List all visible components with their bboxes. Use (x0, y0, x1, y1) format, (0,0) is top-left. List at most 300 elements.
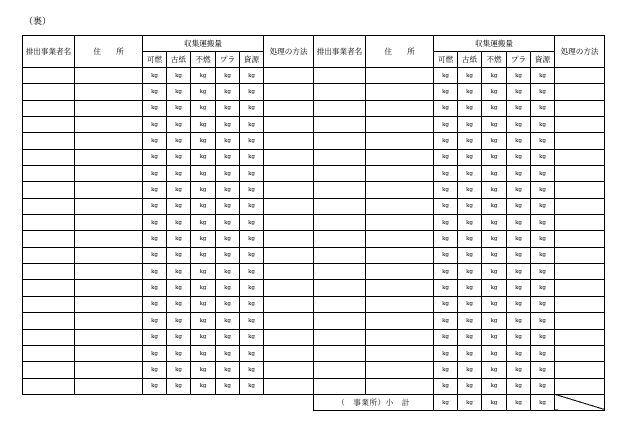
amount-cell-wastepaper[interactable]: kg (458, 378, 482, 394)
address-cell-left[interactable] (75, 182, 143, 198)
address-cell-right[interactable] (366, 149, 434, 165)
amount-cell-plastic[interactable]: kg (507, 329, 531, 345)
amount-cell-combustible[interactable]: kg (434, 264, 458, 280)
method-cell-left[interactable] (264, 247, 314, 263)
address-cell-right[interactable] (366, 117, 434, 133)
amount-cell-plastic[interactable]: kg (216, 345, 240, 361)
amount-cell-resource[interactable]: kg (531, 345, 555, 361)
amount-cell-combustible[interactable]: kg (434, 182, 458, 198)
amount-cell-noncombustible[interactable]: kg (191, 231, 216, 247)
amount-cell-noncombustible[interactable]: kg (191, 117, 216, 133)
method-cell-left[interactable] (264, 149, 314, 165)
company-cell-left[interactable] (23, 149, 75, 165)
method-cell-left[interactable] (264, 231, 314, 247)
address-cell-left[interactable] (75, 100, 143, 116)
amount-cell-combustible[interactable]: kg (143, 100, 167, 116)
amount-cell-plastic[interactable]: kg (507, 149, 531, 165)
address-cell-right[interactable] (366, 264, 434, 280)
company-cell-left[interactable] (23, 378, 75, 394)
address-cell-left[interactable] (75, 166, 143, 182)
method-cell-left[interactable] (264, 117, 314, 133)
amount-cell-wastepaper[interactable]: kg (167, 296, 191, 312)
company-cell-left[interactable] (23, 231, 75, 247)
amount-cell-noncombustible[interactable]: kg (482, 68, 507, 84)
address-cell-right[interactable] (366, 362, 434, 378)
amount-cell-combustible[interactable]: kg (143, 378, 167, 394)
amount-cell-noncombustible[interactable]: kg (482, 133, 507, 149)
method-cell-left[interactable] (264, 280, 314, 296)
amount-cell-noncombustible[interactable]: kg (191, 100, 216, 116)
amount-cell-noncombustible[interactable]: kg (191, 247, 216, 263)
company-cell-right[interactable] (314, 247, 366, 263)
amount-cell-combustible[interactable]: kg (434, 378, 458, 394)
address-cell-left[interactable] (75, 280, 143, 296)
amount-cell-resource[interactable]: kg (531, 378, 555, 394)
address-cell-left[interactable] (75, 84, 143, 100)
amount-cell-combustible[interactable]: kg (143, 329, 167, 345)
amount-cell-noncombustible[interactable]: kg (191, 133, 216, 149)
amount-cell-wastepaper[interactable]: kg (167, 149, 191, 165)
method-cell-right[interactable] (555, 329, 605, 345)
method-cell-right[interactable] (555, 117, 605, 133)
amount-cell-combustible[interactable]: kg (143, 166, 167, 182)
amount-cell-resource[interactable]: kg (531, 100, 555, 116)
amount-cell-combustible[interactable]: kg (434, 133, 458, 149)
amount-cell-combustible[interactable]: kg (143, 84, 167, 100)
amount-cell-wastepaper[interactable]: kg (458, 84, 482, 100)
company-cell-left[interactable] (23, 264, 75, 280)
address-cell-left[interactable] (75, 296, 143, 312)
method-cell-left[interactable] (264, 133, 314, 149)
amount-cell-resource[interactable]: kg (240, 133, 264, 149)
amount-cell-resource[interactable]: kg (531, 68, 555, 84)
amount-cell-combustible[interactable]: kg (143, 149, 167, 165)
subtotal-unit-noncombustible[interactable]: kg (482, 394, 507, 410)
amount-cell-noncombustible[interactable]: kg (482, 215, 507, 231)
address-cell-right[interactable] (366, 215, 434, 231)
amount-cell-noncombustible[interactable]: kg (482, 166, 507, 182)
address-cell-right[interactable] (366, 100, 434, 116)
amount-cell-plastic[interactable]: kg (216, 362, 240, 378)
amount-cell-combustible[interactable]: kg (434, 362, 458, 378)
amount-cell-resource[interactable]: kg (531, 149, 555, 165)
amount-cell-plastic[interactable]: kg (507, 84, 531, 100)
amount-cell-noncombustible[interactable]: kg (482, 100, 507, 116)
method-cell-right[interactable] (555, 215, 605, 231)
amount-cell-wastepaper[interactable]: kg (458, 247, 482, 263)
amount-cell-plastic[interactable]: kg (507, 182, 531, 198)
amount-cell-noncombustible[interactable]: kg (191, 378, 216, 394)
amount-cell-plastic[interactable]: kg (507, 215, 531, 231)
amount-cell-combustible[interactable]: kg (143, 345, 167, 361)
amount-cell-noncombustible[interactable]: kg (482, 296, 507, 312)
amount-cell-resource[interactable]: kg (240, 313, 264, 329)
method-cell-left[interactable] (264, 296, 314, 312)
company-cell-right[interactable] (314, 231, 366, 247)
amount-cell-combustible[interactable]: kg (434, 313, 458, 329)
amount-cell-resource[interactable]: kg (531, 117, 555, 133)
company-cell-left[interactable] (23, 100, 75, 116)
address-cell-right[interactable] (366, 198, 434, 214)
address-cell-left[interactable] (75, 68, 143, 84)
company-cell-left[interactable] (23, 345, 75, 361)
amount-cell-wastepaper[interactable]: kg (167, 378, 191, 394)
company-cell-left[interactable] (23, 313, 75, 329)
address-cell-left[interactable] (75, 247, 143, 263)
amount-cell-wastepaper[interactable]: kg (458, 215, 482, 231)
amount-cell-resource[interactable]: kg (531, 280, 555, 296)
amount-cell-plastic[interactable]: kg (507, 133, 531, 149)
amount-cell-plastic[interactable]: kg (216, 68, 240, 84)
amount-cell-resource[interactable]: kg (531, 215, 555, 231)
method-cell-left[interactable] (264, 198, 314, 214)
address-cell-right[interactable] (366, 378, 434, 394)
company-cell-left[interactable] (23, 362, 75, 378)
method-cell-left[interactable] (264, 345, 314, 361)
amount-cell-plastic[interactable]: kg (216, 264, 240, 280)
amount-cell-resource[interactable]: kg (531, 329, 555, 345)
company-cell-left[interactable] (23, 182, 75, 198)
amount-cell-wastepaper[interactable]: kg (167, 280, 191, 296)
company-cell-left[interactable] (23, 68, 75, 84)
amount-cell-combustible[interactable]: kg (434, 149, 458, 165)
amount-cell-combustible[interactable]: kg (143, 198, 167, 214)
company-cell-right[interactable] (314, 100, 366, 116)
address-cell-left[interactable] (75, 149, 143, 165)
amount-cell-noncombustible[interactable]: kg (482, 362, 507, 378)
amount-cell-plastic[interactable]: kg (507, 166, 531, 182)
method-cell-right[interactable] (555, 247, 605, 263)
amount-cell-plastic[interactable]: kg (507, 68, 531, 84)
method-cell-right[interactable] (555, 133, 605, 149)
subtotal-unit-resource[interactable]: kg (531, 394, 555, 410)
amount-cell-combustible[interactable]: kg (143, 182, 167, 198)
amount-cell-wastepaper[interactable]: kg (167, 133, 191, 149)
amount-cell-noncombustible[interactable]: kg (191, 264, 216, 280)
method-cell-left[interactable] (264, 100, 314, 116)
company-cell-right[interactable] (314, 264, 366, 280)
amount-cell-plastic[interactable]: kg (507, 198, 531, 214)
amount-cell-combustible[interactable]: kg (143, 296, 167, 312)
amount-cell-noncombustible[interactable]: kg (191, 84, 216, 100)
company-cell-right[interactable] (314, 84, 366, 100)
amount-cell-noncombustible[interactable]: kg (482, 329, 507, 345)
address-cell-right[interactable] (366, 296, 434, 312)
amount-cell-combustible[interactable]: kg (143, 247, 167, 263)
method-cell-right[interactable] (555, 149, 605, 165)
amount-cell-combustible[interactable]: kg (143, 231, 167, 247)
amount-cell-combustible[interactable]: kg (434, 280, 458, 296)
method-cell-left[interactable] (264, 84, 314, 100)
address-cell-right[interactable] (366, 329, 434, 345)
method-cell-right[interactable] (555, 68, 605, 84)
amount-cell-plastic[interactable]: kg (216, 149, 240, 165)
amount-cell-wastepaper[interactable]: kg (167, 198, 191, 214)
amount-cell-plastic[interactable]: kg (507, 296, 531, 312)
method-cell-right[interactable] (555, 296, 605, 312)
method-cell-right[interactable] (555, 264, 605, 280)
amount-cell-resource[interactable]: kg (240, 231, 264, 247)
address-cell-right[interactable] (366, 313, 434, 329)
amount-cell-plastic[interactable]: kg (507, 231, 531, 247)
company-cell-left[interactable] (23, 296, 75, 312)
amount-cell-noncombustible[interactable]: kg (191, 68, 216, 84)
company-cell-left[interactable] (23, 84, 75, 100)
company-cell-left[interactable] (23, 117, 75, 133)
method-cell-right[interactable] (555, 313, 605, 329)
amount-cell-plastic[interactable]: kg (216, 247, 240, 263)
amount-cell-wastepaper[interactable]: kg (167, 166, 191, 182)
address-cell-right[interactable] (366, 345, 434, 361)
company-cell-right[interactable] (314, 362, 366, 378)
method-cell-right[interactable] (555, 84, 605, 100)
address-cell-right[interactable] (366, 247, 434, 263)
company-cell-left[interactable] (23, 198, 75, 214)
amount-cell-combustible[interactable]: kg (434, 117, 458, 133)
method-cell-right[interactable] (555, 345, 605, 361)
company-cell-right[interactable] (314, 345, 366, 361)
company-cell-left[interactable] (23, 329, 75, 345)
amount-cell-resource[interactable]: kg (531, 296, 555, 312)
amount-cell-plastic[interactable]: kg (216, 329, 240, 345)
amount-cell-combustible[interactable]: kg (434, 100, 458, 116)
amount-cell-wastepaper[interactable]: kg (458, 149, 482, 165)
amount-cell-wastepaper[interactable]: kg (167, 247, 191, 263)
amount-cell-plastic[interactable]: kg (507, 345, 531, 361)
address-cell-left[interactable] (75, 264, 143, 280)
amount-cell-combustible[interactable]: kg (434, 296, 458, 312)
amount-cell-combustible[interactable]: kg (143, 280, 167, 296)
amount-cell-noncombustible[interactable]: kg (191, 313, 216, 329)
amount-cell-resource[interactable]: kg (531, 84, 555, 100)
amount-cell-wastepaper[interactable]: kg (458, 100, 482, 116)
amount-cell-plastic[interactable]: kg (216, 296, 240, 312)
amount-cell-plastic[interactable]: kg (507, 313, 531, 329)
method-cell-right[interactable] (555, 100, 605, 116)
amount-cell-plastic[interactable]: kg (216, 198, 240, 214)
amount-cell-noncombustible[interactable]: kg (191, 182, 216, 198)
company-cell-right[interactable] (314, 378, 366, 394)
amount-cell-noncombustible[interactable]: kg (191, 329, 216, 345)
amount-cell-wastepaper[interactable]: kg (167, 345, 191, 361)
amount-cell-combustible[interactable]: kg (434, 231, 458, 247)
company-cell-left[interactable] (23, 166, 75, 182)
address-cell-right[interactable] (366, 166, 434, 182)
amount-cell-plastic[interactable]: kg (216, 166, 240, 182)
amount-cell-noncombustible[interactable]: kg (191, 198, 216, 214)
amount-cell-plastic[interactable]: kg (216, 280, 240, 296)
amount-cell-resource[interactable]: kg (240, 296, 264, 312)
amount-cell-resource[interactable]: kg (240, 84, 264, 100)
amount-cell-resource[interactable]: kg (531, 166, 555, 182)
amount-cell-plastic[interactable]: kg (507, 264, 531, 280)
amount-cell-wastepaper[interactable]: kg (458, 231, 482, 247)
amount-cell-noncombustible[interactable]: kg (482, 264, 507, 280)
amount-cell-plastic[interactable]: kg (507, 362, 531, 378)
method-cell-left[interactable] (264, 264, 314, 280)
address-cell-left[interactable] (75, 133, 143, 149)
address-cell-left[interactable] (75, 117, 143, 133)
address-cell-left[interactable] (75, 378, 143, 394)
amount-cell-wastepaper[interactable]: kg (167, 84, 191, 100)
amount-cell-resource[interactable]: kg (240, 378, 264, 394)
amount-cell-wastepaper[interactable]: kg (167, 231, 191, 247)
amount-cell-noncombustible[interactable]: kg (482, 231, 507, 247)
amount-cell-noncombustible[interactable]: kg (191, 362, 216, 378)
company-cell-left[interactable] (23, 280, 75, 296)
amount-cell-wastepaper[interactable]: kg (458, 280, 482, 296)
amount-cell-combustible[interactable]: kg (143, 133, 167, 149)
address-cell-right[interactable] (366, 68, 434, 84)
amount-cell-resource[interactable]: kg (240, 182, 264, 198)
company-cell-left[interactable] (23, 133, 75, 149)
address-cell-left[interactable] (75, 231, 143, 247)
amount-cell-noncombustible[interactable]: kg (191, 215, 216, 231)
amount-cell-resource[interactable]: kg (240, 345, 264, 361)
amount-cell-wastepaper[interactable]: kg (167, 117, 191, 133)
method-cell-right[interactable] (555, 182, 605, 198)
amount-cell-wastepaper[interactable]: kg (167, 329, 191, 345)
method-cell-right[interactable] (555, 198, 605, 214)
amount-cell-noncombustible[interactable]: kg (482, 280, 507, 296)
address-cell-right[interactable] (366, 231, 434, 247)
method-cell-right[interactable] (555, 378, 605, 394)
amount-cell-wastepaper[interactable]: kg (458, 329, 482, 345)
amount-cell-combustible[interactable]: kg (434, 345, 458, 361)
amount-cell-combustible[interactable]: kg (434, 247, 458, 263)
amount-cell-wastepaper[interactable]: kg (167, 362, 191, 378)
company-cell-right[interactable] (314, 215, 366, 231)
amount-cell-noncombustible[interactable]: kg (191, 345, 216, 361)
address-cell-left[interactable] (75, 313, 143, 329)
amount-cell-plastic[interactable]: kg (507, 247, 531, 263)
method-cell-right[interactable] (555, 166, 605, 182)
amount-cell-plastic[interactable]: kg (507, 280, 531, 296)
amount-cell-noncombustible[interactable]: kg (482, 182, 507, 198)
amount-cell-combustible[interactable]: kg (434, 215, 458, 231)
amount-cell-wastepaper[interactable]: kg (458, 133, 482, 149)
company-cell-right[interactable] (314, 313, 366, 329)
company-cell-right[interactable] (314, 166, 366, 182)
amount-cell-noncombustible[interactable]: kg (482, 378, 507, 394)
amount-cell-wastepaper[interactable]: kg (167, 264, 191, 280)
amount-cell-plastic[interactable]: kg (216, 313, 240, 329)
amount-cell-wastepaper[interactable]: kg (458, 68, 482, 84)
amount-cell-plastic[interactable]: kg (507, 100, 531, 116)
amount-cell-wastepaper[interactable]: kg (167, 215, 191, 231)
address-cell-right[interactable] (366, 133, 434, 149)
method-cell-left[interactable] (264, 68, 314, 84)
amount-cell-resource[interactable]: kg (240, 362, 264, 378)
amount-cell-plastic[interactable]: kg (216, 133, 240, 149)
method-cell-left[interactable] (264, 378, 314, 394)
amount-cell-wastepaper[interactable]: kg (458, 166, 482, 182)
company-cell-left[interactable] (23, 247, 75, 263)
amount-cell-combustible[interactable]: kg (434, 166, 458, 182)
amount-cell-resource[interactable]: kg (240, 117, 264, 133)
amount-cell-noncombustible[interactable]: kg (191, 149, 216, 165)
company-cell-right[interactable] (314, 198, 366, 214)
amount-cell-plastic[interactable]: kg (216, 215, 240, 231)
address-cell-left[interactable] (75, 215, 143, 231)
amount-cell-wastepaper[interactable]: kg (167, 313, 191, 329)
amount-cell-resource[interactable]: kg (240, 68, 264, 84)
amount-cell-combustible[interactable]: kg (143, 68, 167, 84)
method-cell-left[interactable] (264, 362, 314, 378)
company-cell-right[interactable] (314, 149, 366, 165)
amount-cell-wastepaper[interactable]: kg (458, 182, 482, 198)
company-cell-right[interactable] (314, 280, 366, 296)
address-cell-left[interactable] (75, 362, 143, 378)
amount-cell-plastic[interactable]: kg (216, 117, 240, 133)
amount-cell-noncombustible[interactable]: kg (191, 166, 216, 182)
address-cell-right[interactable] (366, 84, 434, 100)
amount-cell-resource[interactable]: kg (240, 215, 264, 231)
company-cell-right[interactable] (314, 133, 366, 149)
amount-cell-combustible[interactable]: kg (143, 362, 167, 378)
amount-cell-combustible[interactable]: kg (143, 264, 167, 280)
address-cell-right[interactable] (366, 280, 434, 296)
amount-cell-wastepaper[interactable]: kg (167, 68, 191, 84)
amount-cell-combustible[interactable]: kg (143, 313, 167, 329)
amount-cell-plastic[interactable]: kg (507, 378, 531, 394)
amount-cell-combustible[interactable]: kg (434, 198, 458, 214)
amount-cell-resource[interactable]: kg (240, 247, 264, 263)
amount-cell-noncombustible[interactable]: kg (482, 117, 507, 133)
amount-cell-plastic[interactable]: kg (216, 84, 240, 100)
method-cell-right[interactable] (555, 280, 605, 296)
amount-cell-combustible[interactable]: kg (434, 329, 458, 345)
amount-cell-resource[interactable]: kg (240, 264, 264, 280)
amount-cell-resource[interactable]: kg (531, 231, 555, 247)
amount-cell-plastic[interactable]: kg (507, 117, 531, 133)
method-cell-left[interactable] (264, 166, 314, 182)
method-cell-right[interactable] (555, 231, 605, 247)
subtotal-unit-plastic[interactable]: kg (507, 394, 531, 410)
amount-cell-resource[interactable]: kg (531, 313, 555, 329)
amount-cell-resource[interactable]: kg (240, 100, 264, 116)
amount-cell-plastic[interactable]: kg (216, 378, 240, 394)
amount-cell-wastepaper[interactable]: kg (458, 264, 482, 280)
amount-cell-resource[interactable]: kg (240, 280, 264, 296)
method-cell-left[interactable] (264, 329, 314, 345)
amount-cell-resource[interactable]: kg (531, 247, 555, 263)
amount-cell-resource[interactable]: kg (531, 182, 555, 198)
company-cell-right[interactable] (314, 296, 366, 312)
amount-cell-resource[interactable]: kg (240, 149, 264, 165)
amount-cell-combustible[interactable]: kg (143, 117, 167, 133)
amount-cell-combustible[interactable]: kg (143, 215, 167, 231)
address-cell-left[interactable] (75, 345, 143, 361)
amount-cell-plastic[interactable]: kg (216, 231, 240, 247)
amount-cell-combustible[interactable]: kg (434, 68, 458, 84)
address-cell-left[interactable] (75, 198, 143, 214)
amount-cell-noncombustible[interactable]: kg (482, 149, 507, 165)
amount-cell-resource[interactable]: kg (531, 133, 555, 149)
address-cell-right[interactable] (366, 182, 434, 198)
subtotal-unit-wastepaper[interactable]: kg (458, 394, 482, 410)
method-cell-left[interactable] (264, 182, 314, 198)
amount-cell-wastepaper[interactable]: kg (167, 182, 191, 198)
company-cell-right[interactable] (314, 329, 366, 345)
company-cell-right[interactable] (314, 182, 366, 198)
amount-cell-plastic[interactable]: kg (216, 182, 240, 198)
address-cell-left[interactable] (75, 329, 143, 345)
company-cell-right[interactable] (314, 117, 366, 133)
company-cell-left[interactable] (23, 215, 75, 231)
amount-cell-noncombustible[interactable]: kg (191, 296, 216, 312)
amount-cell-wastepaper[interactable]: kg (458, 198, 482, 214)
